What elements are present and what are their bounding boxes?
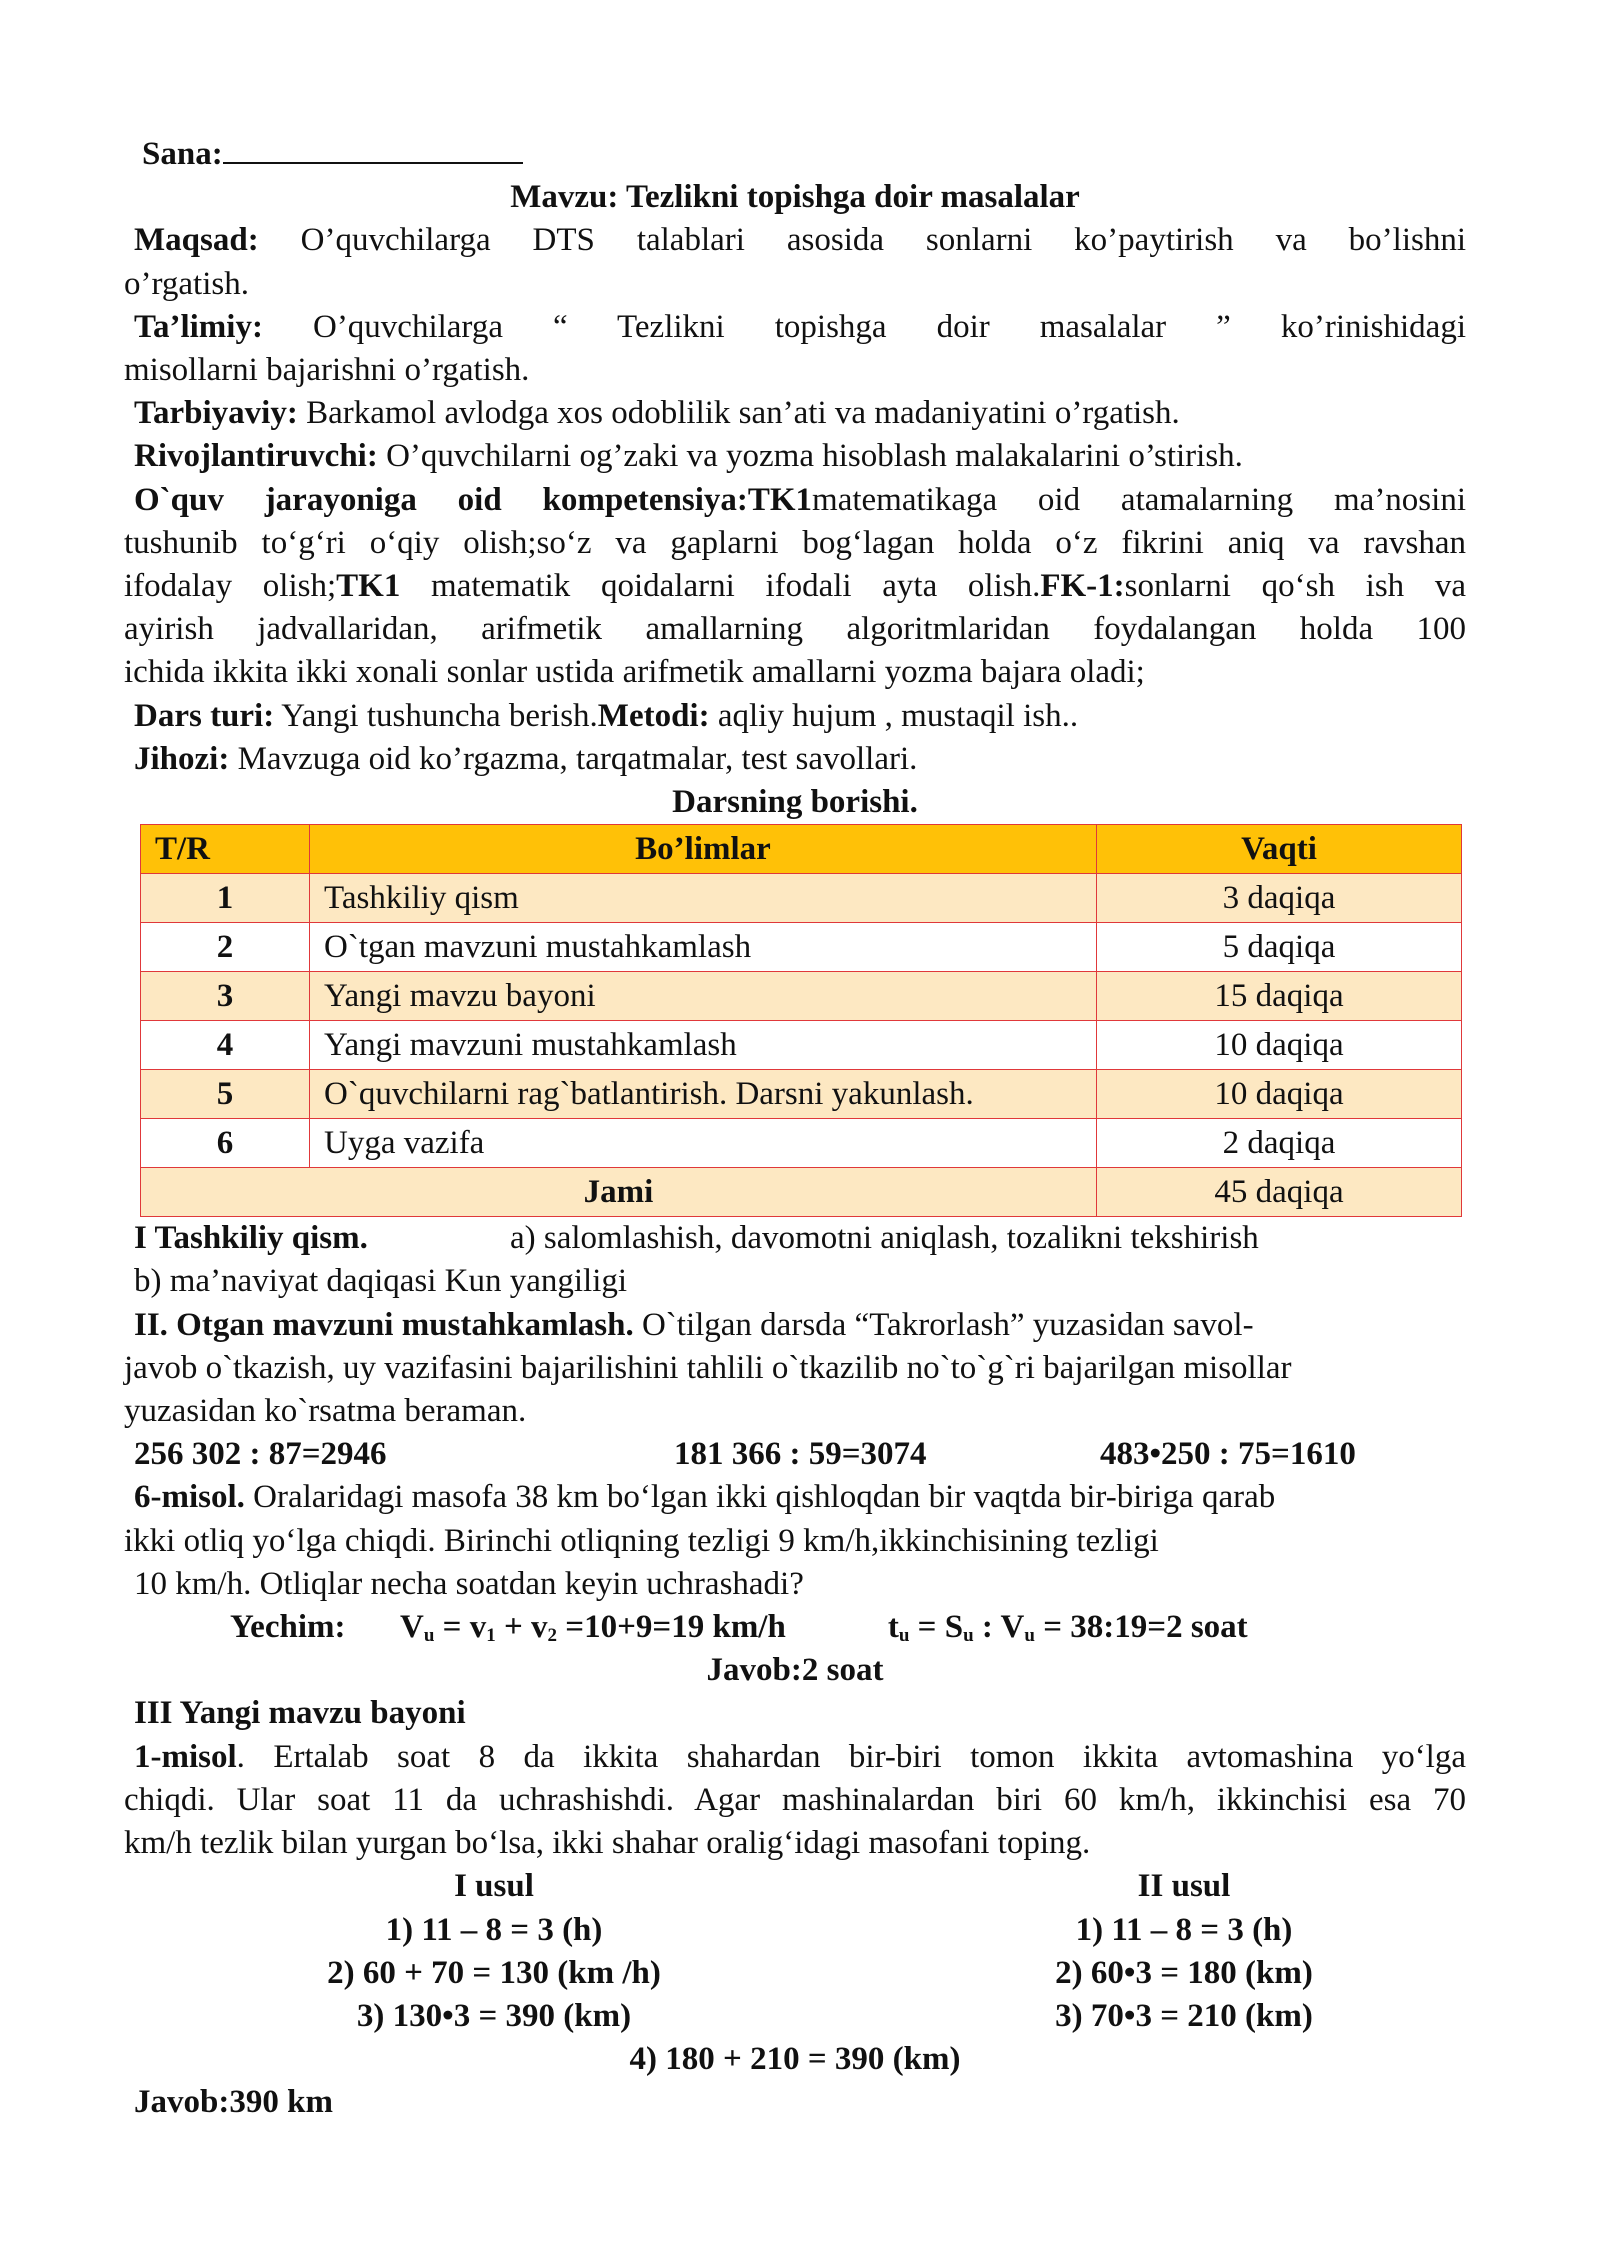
row-time: 15 daqiqa xyxy=(1097,972,1462,1021)
step-4: 4) 180 + 210 = 390 (km) xyxy=(629,2041,961,2078)
section-2-line-1: II. Otgan mavzuni mustahkamlash. O`tilgan darsda “Takrorlash” yuzasidan savol- xyxy=(134,1306,1254,1343)
maqsad-line-1: Maqsad: O’quvchilarga DTS talablari asosida sonlarni ko’paytirish va bo’lishni xyxy=(134,222,1467,259)
dars-turi-line: Dars turi: Yangi tushuncha berish.Metodi: aqliy hujum , mustaqil ish.. xyxy=(134,697,1079,734)
tarbiyaviy-line: Tarbiyaviy: Barkamol avlodga xos odoblilik san’ati va madaniyatini o’rgatish. xyxy=(134,395,1180,432)
row-time: 2 daqiqa xyxy=(1097,1119,1462,1168)
row-time: 10 daqiqa xyxy=(1097,1070,1462,1119)
section-1-line: I Tashkiliy qism. a) salomlashish, davomotni aniqlash, tozalikni tekshirish xyxy=(134,1220,1259,1257)
calc-3: 483•250 : 75=1610 xyxy=(1100,1436,1356,1473)
usul-2: II usul 1) 11 – 8 = 3 (h) 2) 60•3 = 180 (km) 3) 70•3 = 210 (km) xyxy=(1055,1868,1313,2034)
row-section: Yangi mavzu bayoni xyxy=(310,972,1097,1021)
javob-6: Javob:2 soat xyxy=(706,1652,884,1689)
total-value: 45 daqiqa xyxy=(1097,1168,1462,1217)
row-section: Tashkiliy qism xyxy=(310,874,1097,923)
table-row xyxy=(141,1119,1462,1168)
table-row xyxy=(141,874,1462,923)
table-row xyxy=(141,972,1462,1021)
formula-time: $t_u = S_u$ : $V_u$ = 38:19=2 soat xyxy=(887,1609,1248,1647)
darsning-borishi-heading: Darsning borishi. xyxy=(672,784,918,821)
talimiy-line-2: misollarni bajarishni o’rgatish. xyxy=(124,352,530,389)
row-time: 3 daqiqa xyxy=(1097,874,1462,923)
table-header-row xyxy=(141,825,1462,874)
calc-2: 181 366 : 59=3074 xyxy=(674,1436,927,1473)
section-2-line-2: javob o`tkazish, uy vazifasini bajarilishini tahlili o`tkazilib no`to`g`ri bajarilgan misollar xyxy=(124,1349,1292,1386)
table-total-row xyxy=(141,1168,1462,1217)
javob-final: Javob:390 km xyxy=(134,2084,333,2121)
section-3-heading: III Yangi mavzu bayoni xyxy=(134,1695,466,1732)
table-row xyxy=(141,1070,1462,1119)
komp-line-1: O`quv jarayoniga oid kompetensiya:TK1matematikaga oid atamalarning ma’nosini xyxy=(134,481,1466,518)
row-number: 2 xyxy=(141,923,310,972)
komp-line-5: ichida ikkita ikki xonali sonlar ustida arifmetik amallarni yozma bajara oladi; xyxy=(124,654,1145,691)
lesson-plan-page xyxy=(124,130,1466,2125)
misol-6-line-2: ikki otliq yo‘lga chiqdi. Birinchi otliqning tezligi 9 km/h,ikkinchisining tezligi xyxy=(124,1522,1159,1559)
table-row xyxy=(141,923,1462,972)
row-number: 6 xyxy=(141,1119,310,1168)
talimiy-line-1: Ta’limiy: O’quvchilarga “ Tezlikni topishga doir masalalar ” ko’rinishidagi xyxy=(134,308,1466,345)
row-number: 3 xyxy=(141,972,310,1021)
row-number: 5 xyxy=(141,1070,310,1119)
komp-line-2: tushunib to‘g‘ri o‘qiy olish;so‘z va gaplarni bog‘lagan holda o‘z fikrini aniq va ravshan xyxy=(124,524,1466,561)
date-line: Sana: xyxy=(124,130,1466,176)
header-bolimlar: Bo’limlar xyxy=(310,825,1097,874)
rivoj-line: Rivojlantiruvchi: O’quvchilarni og’zaki va yozma hisoblash malakalarini o’stirish. xyxy=(134,438,1243,475)
section-2-line-3: yuzasidan ko`rsatma beraman. xyxy=(124,1393,527,1430)
usul-1: I usul 1) 11 – 8 = 3 (h) 2) 60 + 70 = 130 (km /h) 3) 130•3 = 390 (km) xyxy=(327,1868,661,2034)
row-time: 5 daqiqa xyxy=(1097,923,1462,972)
row-number: 4 xyxy=(141,1021,310,1070)
calc-1: 256 302 : 87=2946 xyxy=(134,1436,387,1473)
header-vaqti: Vaqti xyxy=(1097,825,1462,874)
row-section: O`quvchilarni rag`batlantirish. Darsni yakunlash. xyxy=(310,1070,1097,1119)
misol-1-line-1: 1-misol. Ertalab soat 8 da ikkita shahardan bir-biri tomon ikkita avtomashina yo‘lga xyxy=(134,1738,1466,1775)
misol-6-line-1: 6-misol. Oralaridagi masofa 38 km bo‘lgan ikki qishloqdan bir vaqtda bir-biriga qarab xyxy=(134,1479,1276,1516)
page-title: Mavzu: Tezlikni topishga doir masalalar xyxy=(510,179,1080,216)
table-row xyxy=(141,1021,1462,1070)
misol-1-line-2: chiqdi. Ular soat 11 da uchrashishdi. Agar mashinalardan biri 60 km/h, ikkinchisi esa 70 xyxy=(124,1781,1466,1818)
row-time: 10 daqiqa xyxy=(1097,1021,1462,1070)
solution-methods xyxy=(124,1865,1466,2038)
section-1-line-b: b) ma’naviyat daqiqasi Kun yangiligi xyxy=(134,1263,628,1300)
jihozi-line: Jihozi: Mavzuga oid ko’rgazma, tarqatmalar, test savollari. xyxy=(134,740,918,777)
misol-1-line-3: km/h tezlik bilan yurgan bo‘lsa, ikki shahar oralig‘idagi masofani toping. xyxy=(124,1825,1091,1862)
lesson-schedule-table xyxy=(140,824,1462,1217)
row-number: 1 xyxy=(141,874,310,923)
calculations-row xyxy=(124,1433,1466,1476)
row-section: O`tgan mavzuni mustahkamlash xyxy=(310,923,1097,972)
header-tr: T/R xyxy=(141,825,310,874)
date-blank xyxy=(223,130,523,164)
maqsad-line-2: o’rgatish. xyxy=(124,265,249,302)
formula-speed: $V_u = v_1 + v_2 =10+9=19$ km/h xyxy=(400,1609,786,1647)
row-section: Uyga vazifa xyxy=(310,1119,1097,1168)
yechim-line: Yechim: $V_u = v_1 + v_2 =10+9=19$ km/h $t_u = S_u$ : $V_u$ = 38:19=2 soat xyxy=(230,1609,1248,1647)
misol-6-line-3: 10 km/h. Otliqlar necha soatdan keyin uchrashadi? xyxy=(134,1565,804,1602)
komp-line-3: ifodalay olish;TK1 matematik qoidalarni ifodali ayta olish.FK-1:sonlarni qo‘sh ish va xyxy=(124,568,1466,605)
row-section: Yangi mavzuni mustahkamlash xyxy=(310,1021,1097,1070)
komp-line-4: ayirish jadvallaridan, arifmetik amallarning algoritmlaridan foydalangan holda 100 xyxy=(124,611,1466,648)
total-label: Jami xyxy=(141,1168,1097,1217)
